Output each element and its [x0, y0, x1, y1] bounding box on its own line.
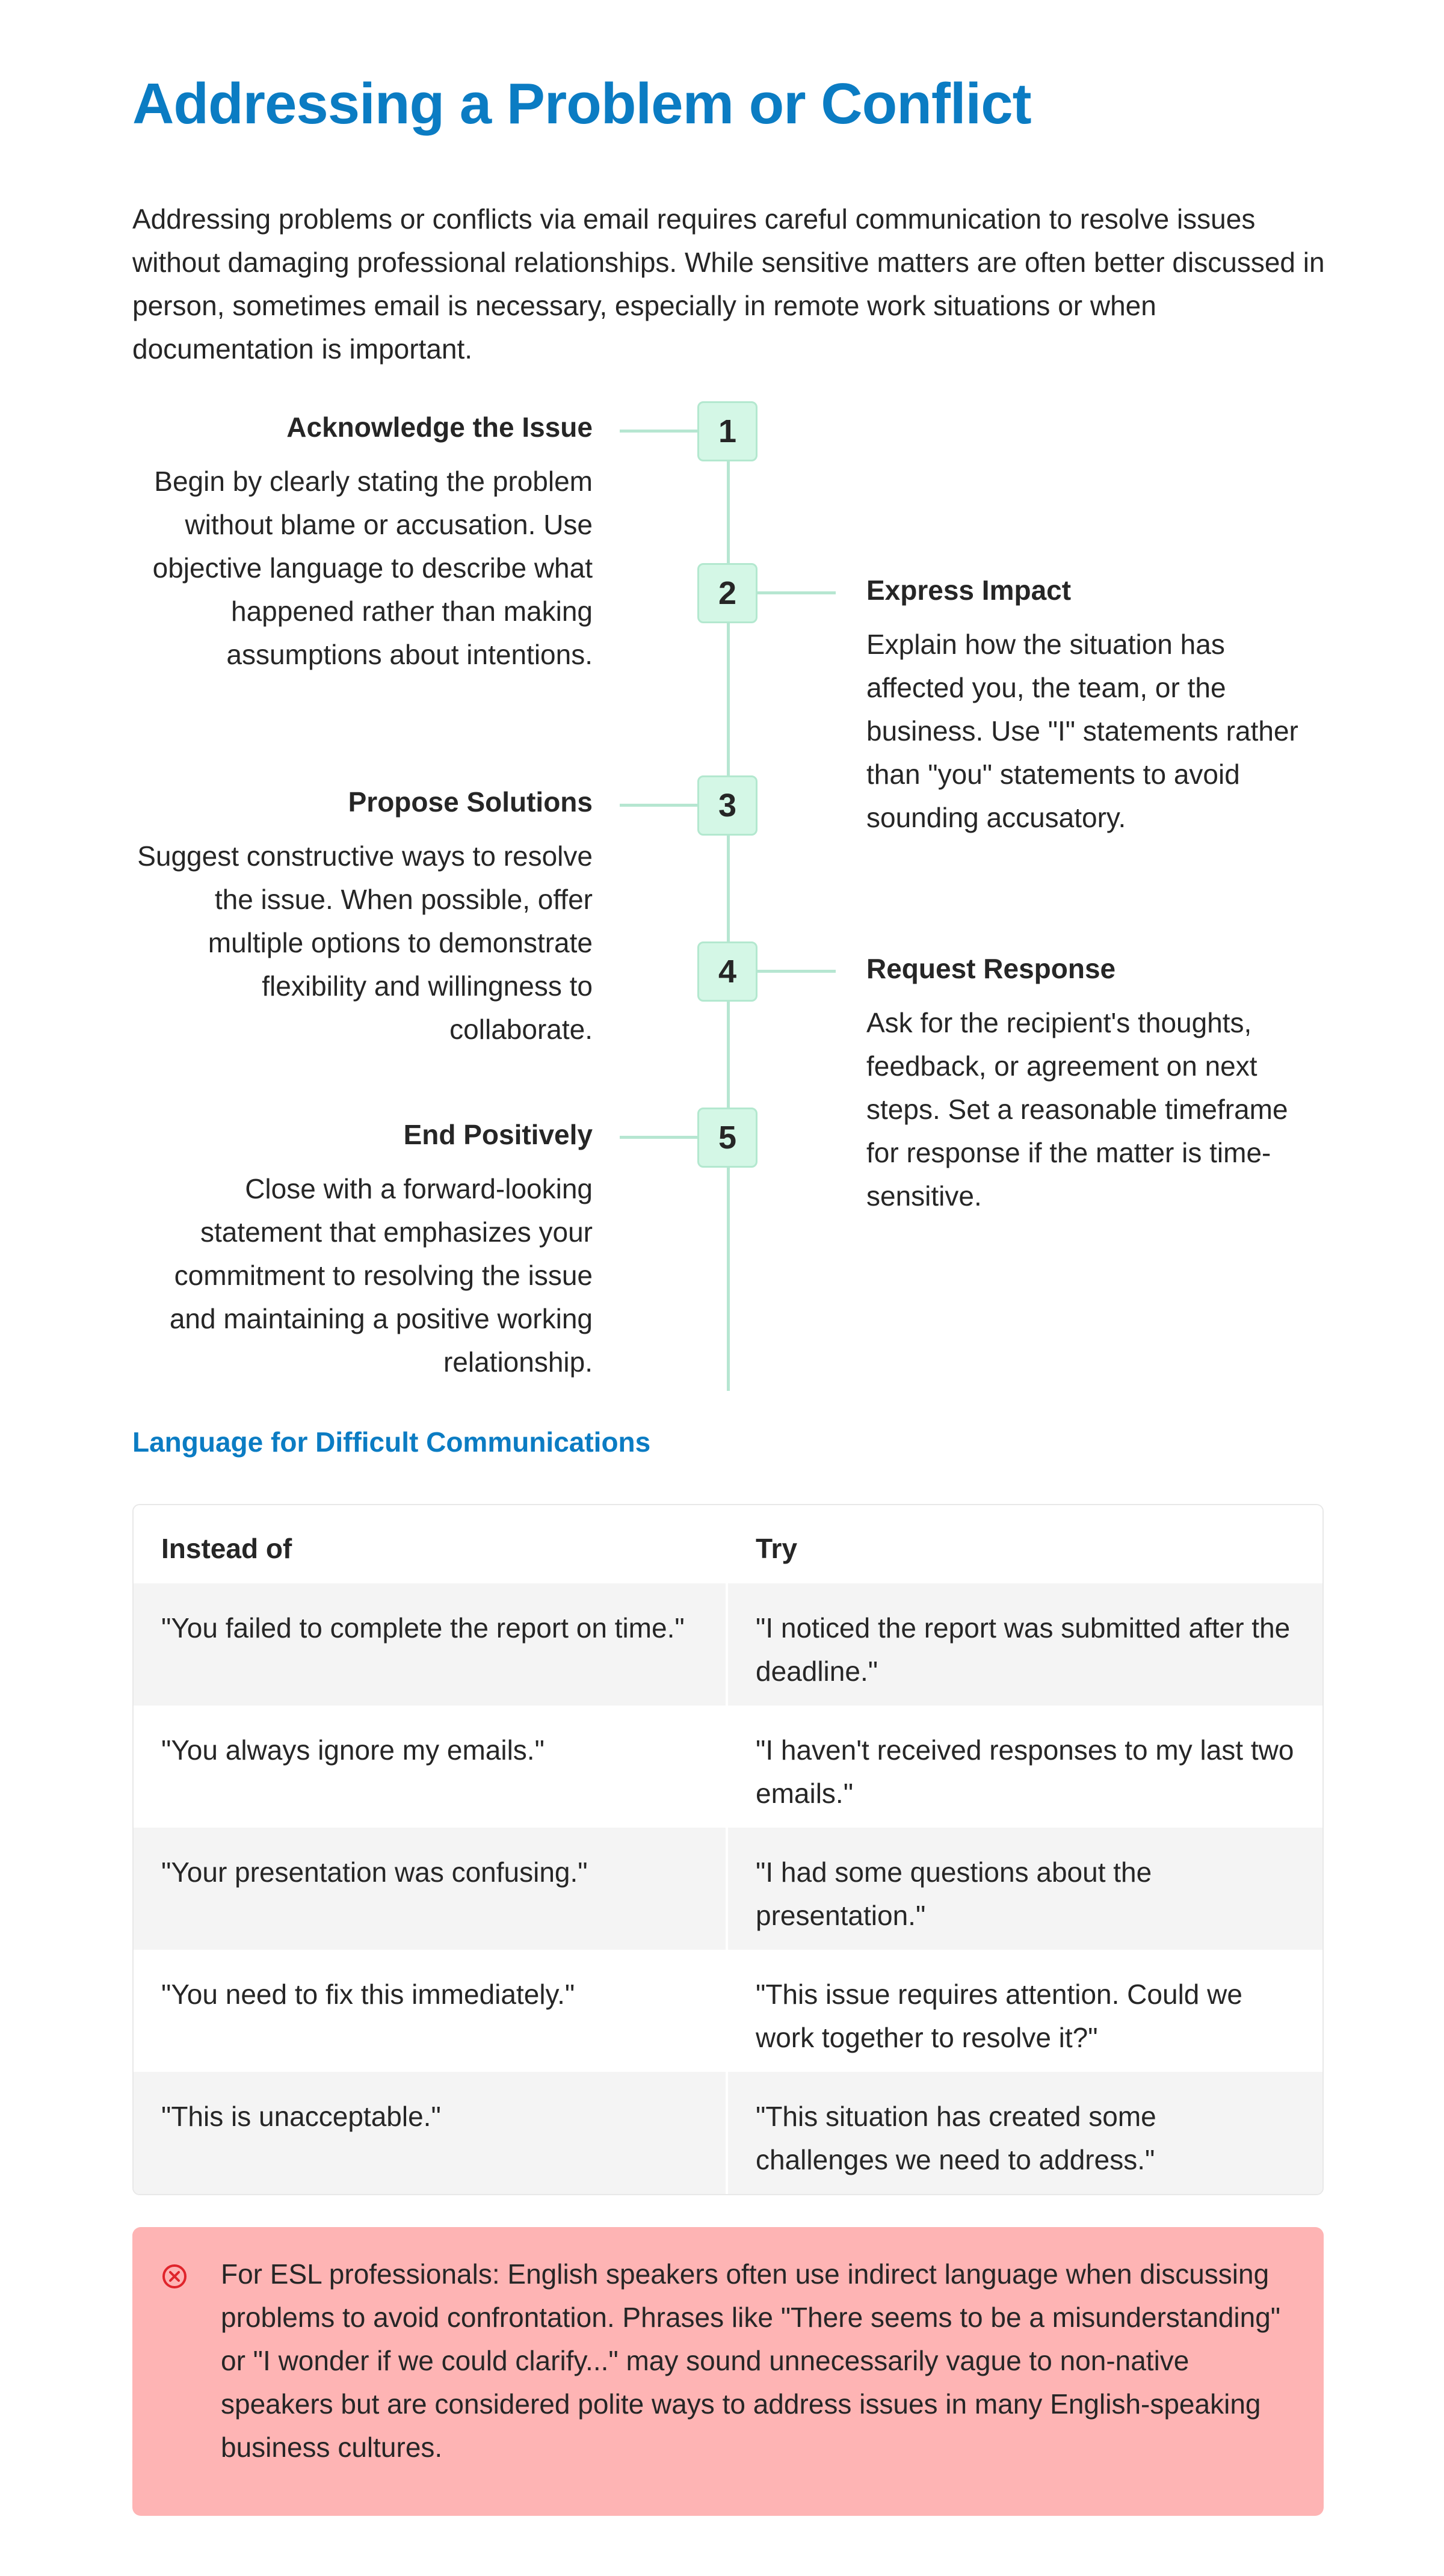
table-row [134, 1828, 1322, 1950]
circle-x-icon [161, 2263, 188, 2290]
column-header-instead-of: Instead of [134, 1505, 728, 1583]
table-row [134, 1706, 1322, 1828]
section-heading: Language for Difficult Communications [132, 1426, 651, 1458]
steps-timeline [132, 0, 1324, 1396]
table-cell: "I noticed the report was submitted after the deadline." [756, 1612, 1291, 1687]
timeline-step [866, 951, 1327, 1218]
table-header-row [134, 1505, 1322, 1583]
timeline-connector [620, 1136, 697, 1139]
table-cell: "Your presentation was confusing." [134, 1828, 728, 1950]
table-row [134, 1583, 1322, 1706]
table-row [134, 1950, 1322, 2072]
table-cell: "I haven't received responses to my last two emails." [756, 1734, 1294, 1809]
step-description: Begin by clearly stating the problem without blame or accusation. Use objective language to describe what happened rather than making assumptions about intentions. [152, 466, 593, 670]
step-heading: Express Impact [866, 575, 1072, 606]
step-heading: Acknowledge the Issue [286, 411, 593, 443]
step-number-badge: 3 [697, 775, 757, 836]
intro-paragraph: Addressing problems or conflicts via email requires careful communication to resolve issues without damaging professional relationships. While sensitive matters are often better discussed in person, sometimes email is necessary, especially in remote work situations or when documentation is important. [132, 203, 1325, 365]
timeline-connector [757, 591, 836, 594]
column-header-try: Try [756, 1533, 798, 1564]
step-number-badge: 4 [697, 941, 757, 1002]
table-cell: "You always ignore my emails." [134, 1706, 728, 1828]
step-heading: Request Response [866, 953, 1116, 984]
esl-callout [132, 2227, 1324, 2516]
page-title: Addressing a Problem or Conflict [132, 72, 1031, 136]
step-number-badge: 2 [697, 563, 757, 623]
timeline-connector [757, 970, 836, 973]
step-heading: End Positively [403, 1119, 593, 1150]
table-cell: "This situation has created some challenges we need to address." [756, 2101, 1156, 2175]
timeline-step [866, 572, 1327, 839]
table-cell: "This issue requires attention. Could we work together to resolve it?" [756, 1979, 1242, 2053]
step-description: Suggest constructive ways to resolve the issue. When possible, offer multiple options to demonstrate flexibility and willingness to collaborate. [137, 840, 593, 1045]
table-cell: "You need to fix this immediately." [134, 1950, 728, 2072]
table-cell: "You failed to complete the report on time." [134, 1583, 728, 1706]
step-number-badge: 1 [697, 401, 757, 461]
table-row [134, 2072, 1322, 2194]
timeline-step [132, 1117, 593, 1384]
step-description: Explain how the situation has affected you, the team, or the business. Use "I" statements rather than "you" statements to avoid sounding accusatory. [866, 629, 1298, 833]
table-cell: "I had some questions about the presentation." [756, 1857, 1152, 1931]
step-description: Ask for the recipient's thoughts, feedback, or agreement on next steps. Set a reasonable timeframe for response if the matter is time-sensitive. [866, 1007, 1288, 1212]
timeline-connector [620, 804, 697, 807]
callout-text: For ESL professionals: English speakers often use indirect language when discussing problems to avoid confrontation. Phrases like "There seems to be a misunderstanding" or "I wonder if we could clarify..." may sound unnecessarily vague to non-native speakers but are considered polite ways to address issues in many English-speaking business cultures. [221, 2258, 1281, 2463]
timeline-step [132, 409, 593, 676]
step-heading: Propose Solutions [348, 786, 593, 818]
table-cell: "This is unacceptable." [134, 2072, 728, 2194]
timeline-step [132, 784, 593, 1051]
step-number-badge: 5 [697, 1108, 757, 1168]
language-table [132, 1504, 1324, 2195]
step-description: Close with a forward-looking statement that emphasizes your commitment to resolving the issue and maintaining a positive working relationship. [169, 1173, 593, 1378]
timeline-connector [620, 430, 697, 433]
